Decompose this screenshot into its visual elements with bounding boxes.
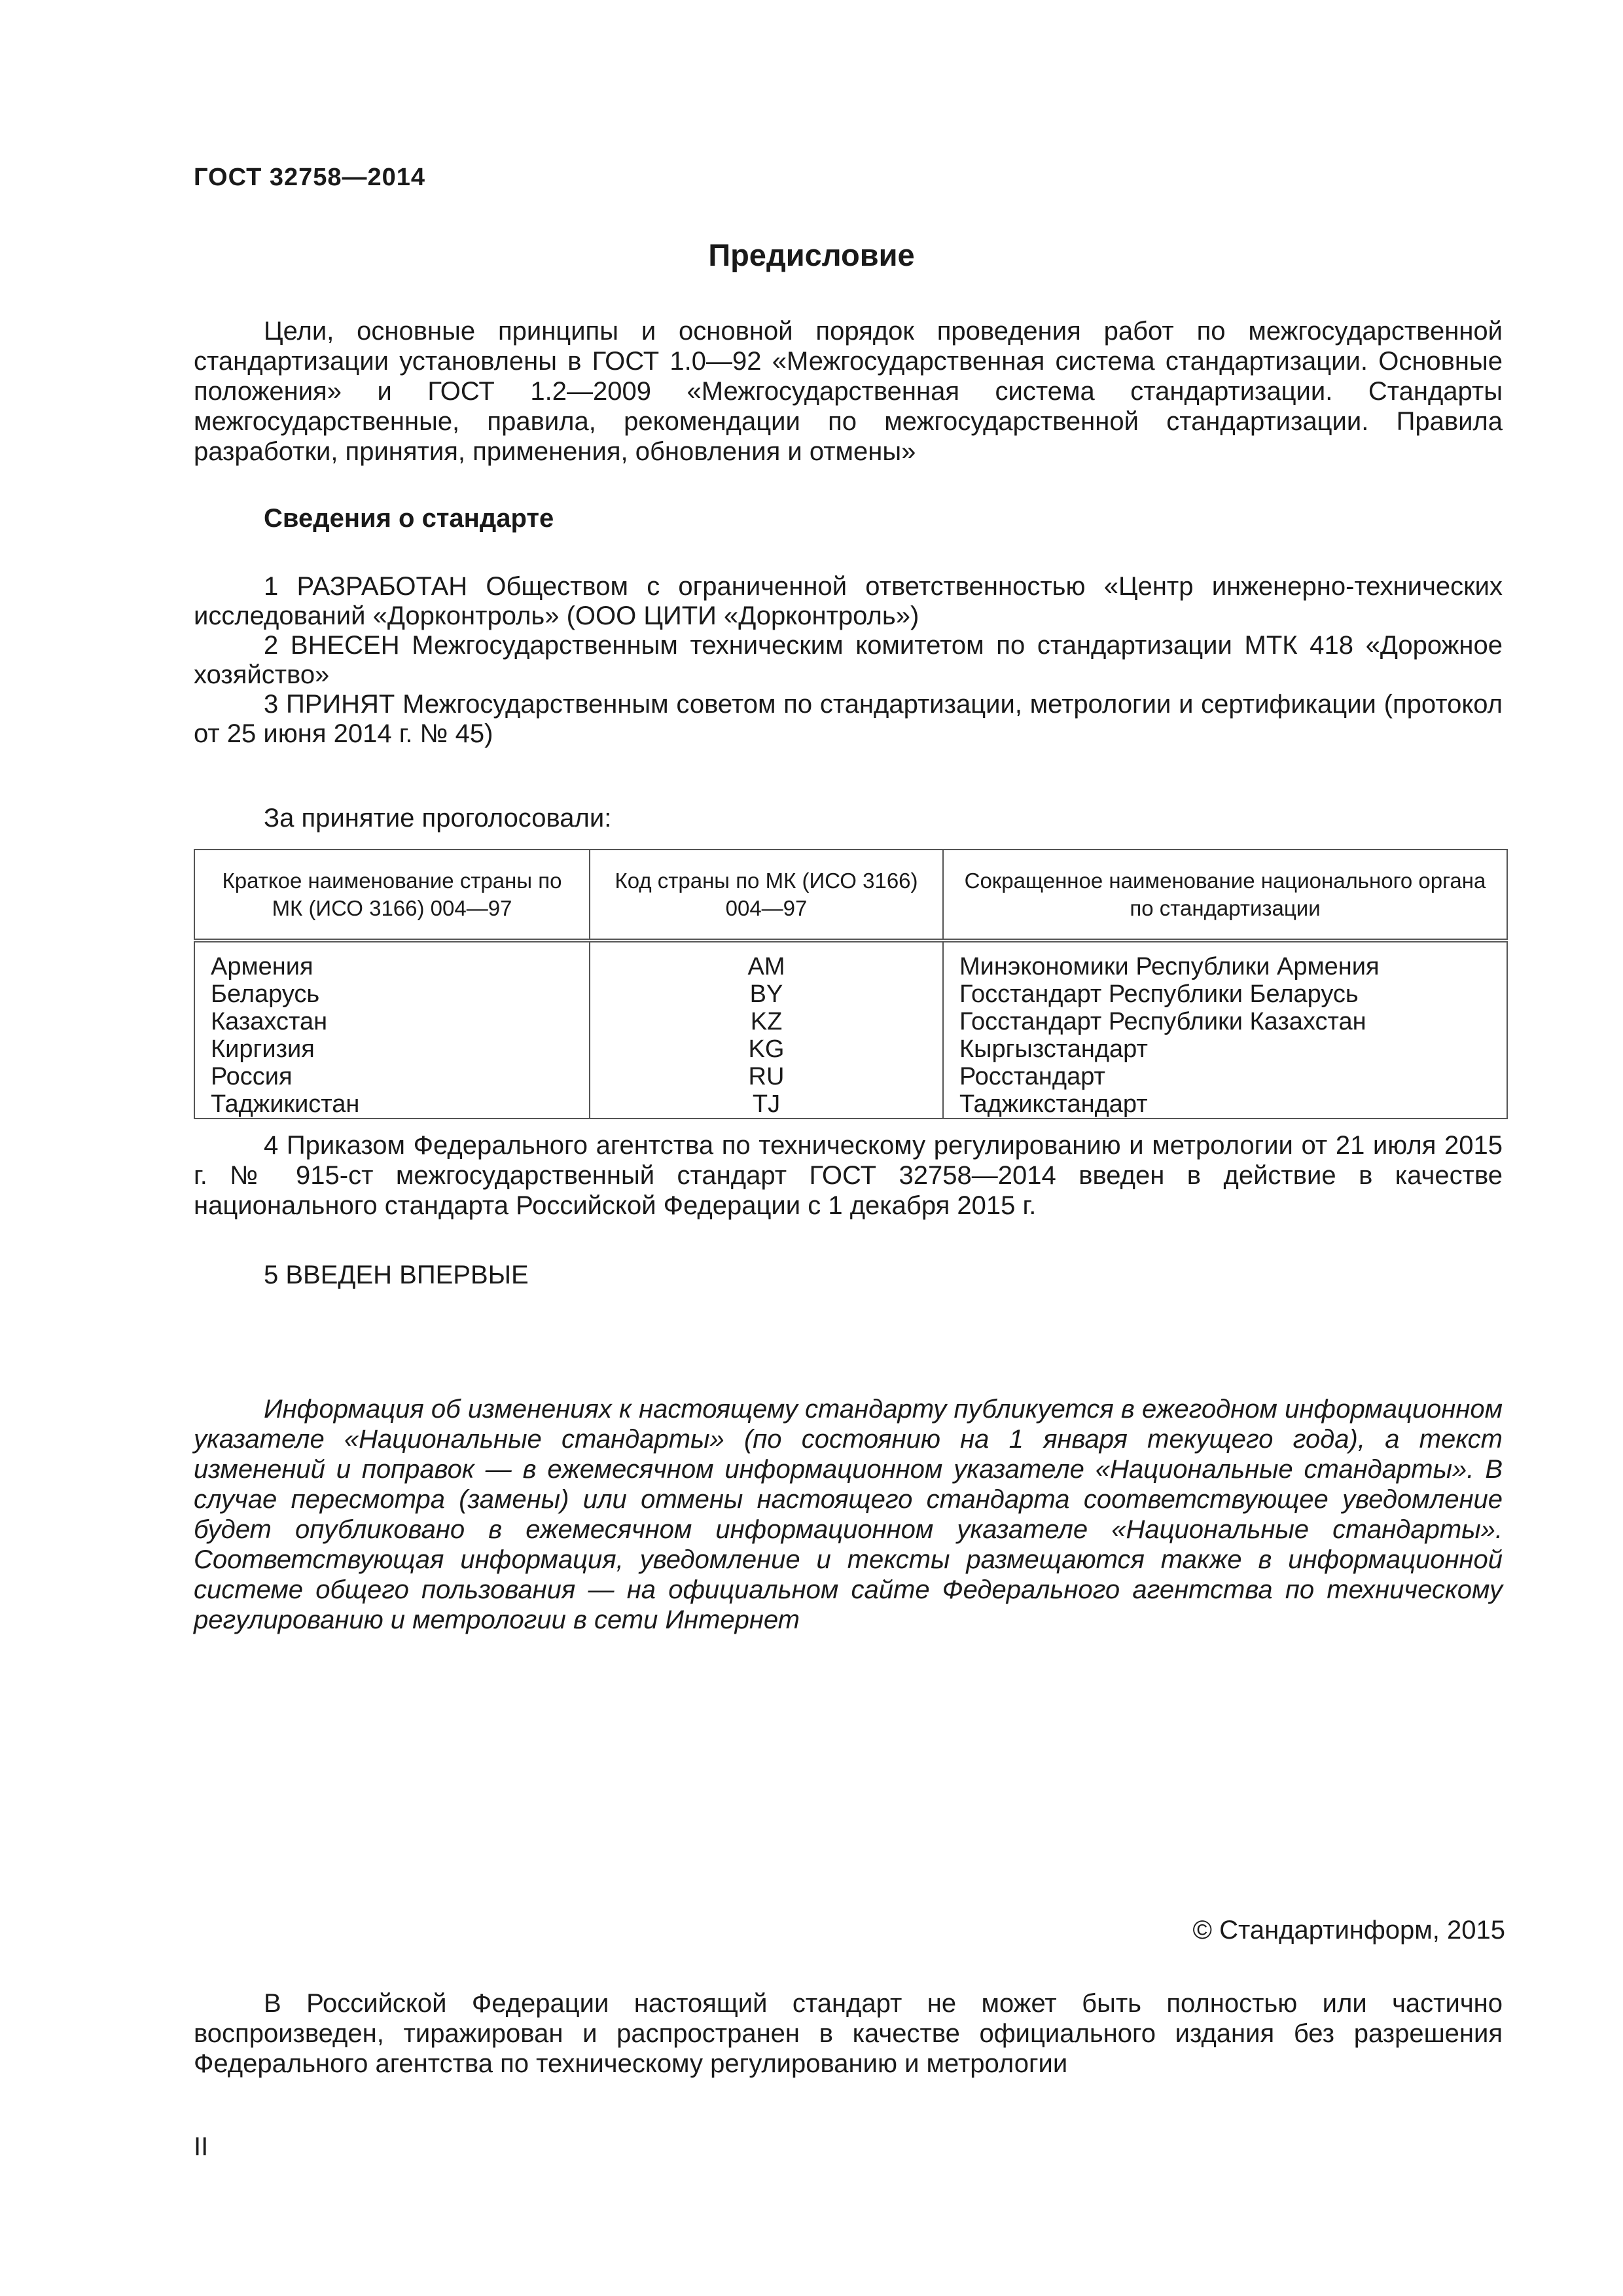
country-code: TJ [590, 1090, 943, 1119]
national-body: Кыргызстандарт [943, 1035, 1507, 1063]
table-row [194, 1090, 1507, 1119]
first-introduced: 5 ВВЕДЕН ВПЕРВЫЕ [264, 1261, 529, 1289]
adoption-order: 4 Приказом Федерального агентства по техническому регулированию и метрологии от 21 июля 2015 г. № 915-ст межгосударственный стандарт ГОСТ 32758—2014 введен в действие в качестве национального стандарта Российской Федерации с 1 декабря 2015 г. [194, 1131, 1503, 1220]
vote-label: За принятие проголосовали: [264, 804, 612, 833]
column-header-authority: Сокращенное наименование национального органа по стандартизации [943, 850, 1507, 941]
national-body: Госстандарт Республики Беларусь [943, 980, 1507, 1008]
standard-id: ГОСТ 32758—2014 [194, 164, 426, 191]
table-row [194, 1008, 1507, 1035]
page-number: II [194, 2132, 209, 2161]
country-name: Армения [194, 941, 590, 980]
national-body: Таджикстандарт [943, 1090, 1507, 1119]
country-code: KG [590, 1035, 943, 1063]
table-row [194, 1063, 1507, 1090]
country-name: Россия [194, 1063, 590, 1090]
list-item: 3 ПРИНЯТ Межгосударственным советом по стандартизации, метрологии и сертификации (протокол от 25 июня 2014 г. № 45) [194, 690, 1503, 748]
page-title: Предисловие [708, 238, 915, 272]
voting-countries-table [194, 849, 1508, 1119]
country-name: Таджикистан [194, 1090, 590, 1119]
national-body: Росстандарт [943, 1063, 1507, 1090]
list-item: 2 ВНЕСЕН Межгосударственным техническим комитетом по стандартизации МТК 418 «Дорожное хозяйство» [194, 631, 1503, 689]
intro-paragraph: Цели, основные принципы и основной порядок проведения работ по межгосударственной стандартизации установлены в ГОСТ 1.0—92 «Межгосударственная система стандартизации. Основные положения» и ГОСТ 1.2—2009 «Межгосударственная система стандартизации. Стандарты межгосударственные, правила, рекомендации по межгосударственной стандартизации. Правила разработки, принятия, применения, обновления и отмены» [194, 317, 1503, 466]
country-name: Беларусь [194, 980, 590, 1008]
copyright-notice: © Стандартинформ, 2015 [1192, 1916, 1505, 1945]
table-row [194, 941, 1507, 980]
list-item: 1 РАЗРАБОТАН Обществом с ограниченной ответственностью «Центр инженерно-технических исследований «Дорконтроль» (ООО ЦИТИ «Дорконтроль») [194, 572, 1503, 630]
table-row [194, 1035, 1507, 1063]
reproduction-restriction: В Российской Федерации настоящий стандарт не может быть полностью или частично воспроизведен, тиражирован и распространен в качестве официального издания без разрешения Федерального агентства по техническому регулированию и метрологии [194, 1989, 1503, 2078]
national-body: Минэкономики Республики Армения [943, 941, 1507, 980]
info-list [194, 572, 1503, 749]
info-heading: Сведения о стандарте [264, 504, 554, 533]
country-name: Киргизия [194, 1035, 590, 1063]
country-code: AM [590, 941, 943, 980]
table-row [194, 980, 1507, 1008]
column-header-code: Код страны по МК (ИСО 3166) 004—97 [590, 850, 943, 941]
column-header-country: Краткое наименование страны по МК (ИСО 3166) 004—97 [194, 850, 590, 941]
country-name: Казахстан [194, 1008, 590, 1035]
national-body: Госстандарт Республики Казахстан [943, 1008, 1507, 1035]
table-header-row [194, 850, 1507, 941]
country-code: BY [590, 980, 943, 1008]
change-notice: Информация об изменениях к настоящему стандарту публикуется в ежегодном информационном указателе «Национальные стандарты» (по состоянию на 1 января текущего года), а текст изменений и поправок — в ежемесячном информационном указателе «Национальные стандарты». В случае пересмотра (замены) или отмены настоящего стандарта соответствующее уведомление будет опубликовано в ежемесячном информационном указателе «Национальные стандарты». Соответствующая информация, уведомление и тексты размещаются также в информационной системе общего пользования — на официальном сайте Федерального агентства по техническому регулированию и метрологии в сети Интернет [194, 1395, 1503, 1634]
country-code: RU [590, 1063, 943, 1090]
country-code: KZ [590, 1008, 943, 1035]
